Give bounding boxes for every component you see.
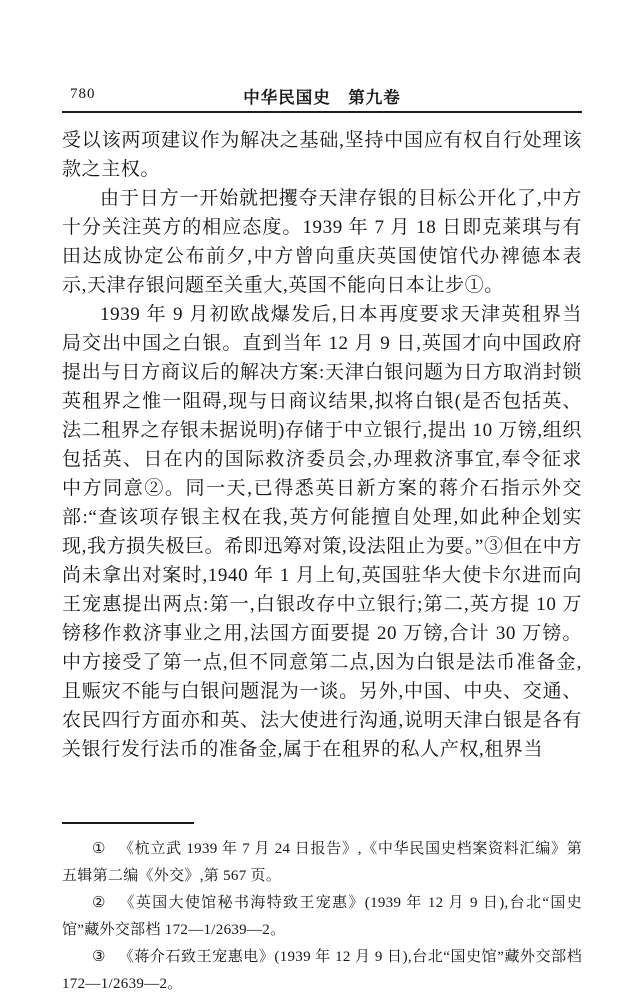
footnote-marker: ① — [92, 841, 107, 857]
footnote-text: 《英国大使馆秘书海特致王宠惠》(1939 年 12 月 9 日),台北“国史馆”藏外交部档 172—1/2639—2。 — [62, 895, 582, 938]
footnote-item — [62, 944, 582, 998]
footnote-list — [62, 836, 582, 998]
footnote-item — [62, 836, 582, 890]
book-title: 中华民国史 第九卷 — [243, 88, 401, 107]
footnote-divider — [62, 822, 194, 824]
page-number: 780 — [70, 86, 96, 102]
paragraph-continuation: 受以该两项建议作为解决之基础,坚持中国应有权自行处理该款之主权。 — [62, 130, 582, 180]
footnote-marker: ③ — [92, 949, 107, 965]
footnote-marker: ② — [92, 895, 107, 911]
footnote-text: 《杭立武 1939 年 7 月 24 日报告》,《中华民国史档案资料汇编》第五辑第二编《外交》,第 567 页。 — [62, 841, 583, 884]
paragraph: 由于日方一开始就把攫夺天津存银的目标公开化了,中方十分关注英方的相应态度。1939 年 7 月 18 日即克莱琪与有田达成协定公布前夕,中方曾向重庆英国使馆代办禆德本表示,天津存银问题至关重大,英国不能向日本让步①。 — [62, 188, 582, 296]
footnote-item — [62, 890, 582, 944]
footnote-text: 《蒋介石致王宠惠电》(1939 年 12 月 9 日),台北“国史馆”藏外交部档 172—1/2639—2。 — [62, 949, 582, 992]
running-head — [62, 84, 582, 113]
paragraph: 1939 年 9 月初欧战爆发后,日本再度要求天津英租界当局交出中国之白银。直到当年 12 月 9 日,英国才向中国政府提出与日方商议后的解决方案:天津白银问题为日方取消封锁英租界之惟一阻碍,现与日商议结果,拟将白银(是否包括英、法二租界之存银未据说明)存储于中立银行,提出 10 万镑,组织包括英、日在内的国际救济委员会,办理救济事宜,奉令征求中方同意②。同一天,已得悉英日新方案的蒋介石指示外交部:“查该项存银主权在我,英方何能擅自处理,如此种企划实现,我方损失极巨。希即迅筹对策,设法阻止为要。”③但在中方尚未拿出对案时,1940 年 1 月上旬,英国驻华大使卡尔进而向王宠惠提出两点:第一,白银改存中立银行;第二,英方提 10 万镑移作救济事业之用,法国方面要提 20 万镑,合计 30 万镑。中方接受了第一点,但不同意第二点,因为白银是法币准备金,且赈灾不能与白银问题混为一谈。另外,中国、中央、交通、农民四行方面亦和英、法大使进行沟通,说明天津白银是各有关银行发行法币的准备金,属于在租界的私人产权,租界当 — [62, 304, 582, 760]
body-text — [62, 126, 582, 764]
